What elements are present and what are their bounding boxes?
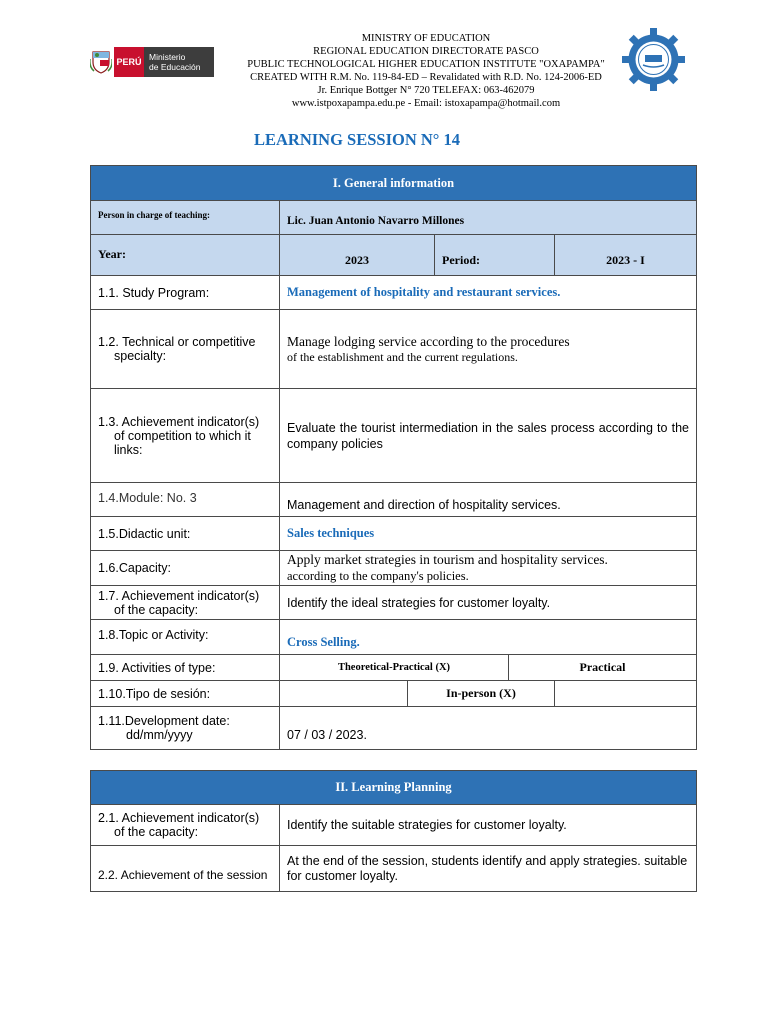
person-value: Lic. Juan Antonio Navarro Millones: [280, 201, 697, 235]
session-achievement-label: 2.2. Achievement of the session: [91, 846, 280, 892]
ministry-label: Ministerio de Educación: [144, 47, 214, 77]
session-achievement-value: At the end of the session, students identify and apply strategies. suitable for customer loyalty.: [280, 846, 697, 892]
session-type-option-empty-2: [555, 681, 697, 707]
module-label: 1.4.Module: No. 3: [91, 483, 280, 517]
didactic-unit-value: Sales techniques: [280, 517, 697, 551]
capacity-label: 1.6.Capacity:: [91, 551, 280, 586]
peru-ministry-logo: [88, 47, 214, 77]
specialty-value-line1: Manage lodging service according to the procedures: [287, 333, 570, 349]
person-label: Person in charge of teaching:: [91, 201, 280, 235]
period-label: Period:: [435, 235, 555, 276]
session-type-option-in-person: In-person (X): [408, 681, 555, 707]
header-line-ministry: MINISTRY OF EDUCATION: [361, 33, 491, 44]
achievement-competition-label: 1.3. Achievement indicator(s) of competition to which it links:: [91, 389, 280, 483]
achievement-competition-value: Evaluate the tourist intermediation in the sales process according to the company policies: [280, 389, 697, 483]
topic-value: Cross Selling.: [280, 620, 697, 655]
activities-option-theoretical: Theoretical-Practical (X): [280, 655, 509, 681]
learning-planning-table: [90, 770, 697, 892]
development-date-value: 07 / 03 / 2023.: [280, 707, 697, 750]
planning-achievement-capacity-label: 2.1. Achievement indicator(s) of the capacity:: [91, 805, 280, 846]
didactic-unit-label: 1.5.Didactic unit:: [91, 517, 280, 551]
capacity-value-line2: according to the company's policies.: [287, 569, 469, 583]
year-label: Year:: [91, 235, 280, 276]
achievement-capacity-label: 1.7. Achievement indicator(s) of the capacity:: [91, 586, 280, 620]
header-line-creation: CREATED WITH R.M. No. 119-84-ED – Revalidated with R.D. No. 124-2006-ED: [250, 72, 602, 83]
gear-seal-icon: [621, 27, 686, 92]
development-date-label-line1: 1.11.Development date:: [98, 714, 230, 728]
development-date-label-line2: dd/mm/yyyy: [126, 728, 193, 742]
section-1-heading: I. General information: [91, 166, 697, 201]
coat-of-arms-icon: [88, 47, 114, 77]
achievement-capacity-value: Identify the ideal strategies for customer loyalty.: [280, 586, 697, 620]
module-value: Management and direction of hospitality services.: [280, 483, 697, 517]
capacity-value-line1: Apply market strategies in tourism and hospitality services.: [287, 552, 608, 567]
peru-label: PERÚ: [114, 47, 144, 77]
general-information-table: [90, 165, 697, 750]
institution-header: [236, 32, 616, 110]
topic-label: 1.8.Topic or Activity:: [91, 620, 280, 655]
header-line-web: www.istpoxapampa.edu.pe - Email: istoxapampa@hotmail.com: [291, 98, 561, 109]
specialty-value-line2: of the establishment and the current regulations.: [287, 349, 518, 364]
study-program-label: 1.1. Study Program:: [91, 276, 280, 310]
activities-label: 1.9. Activities of type:: [91, 655, 280, 681]
header-line-address: Jr. Enrique Bottger N° 720 TELEFAX: 063-462079: [317, 85, 535, 96]
session-title: LEARNING SESSION N° 14: [254, 130, 461, 149]
specialty-value: [280, 310, 697, 389]
study-program-value: Management of hospitality and restaurant services.: [280, 276, 697, 310]
session-type-label: 1.10.Tipo de sesión:: [91, 681, 280, 707]
specialty-label: 1.2. Technical or competitive specialty:: [91, 310, 280, 389]
year-value: 2023: [280, 235, 435, 276]
development-date-label: [91, 707, 280, 750]
planning-achievement-capacity-value: Identify the suitable strategies for customer loyalty.: [280, 805, 697, 846]
section-2-heading: II. Learning Planning: [91, 771, 697, 805]
header-line-directorate: REGIONAL EDUCATION DIRECTORATE PASCO: [313, 46, 539, 57]
session-type-option-empty-1: [280, 681, 408, 707]
activities-option-practical: Practical: [509, 655, 697, 681]
header-line-institute: PUBLIC TECHNOLOGICAL HIGHER EDUCATION INSTITUTE "OXAPAMPA": [247, 59, 605, 70]
period-value: 2023 - I: [555, 235, 697, 276]
capacity-value: [280, 551, 697, 586]
